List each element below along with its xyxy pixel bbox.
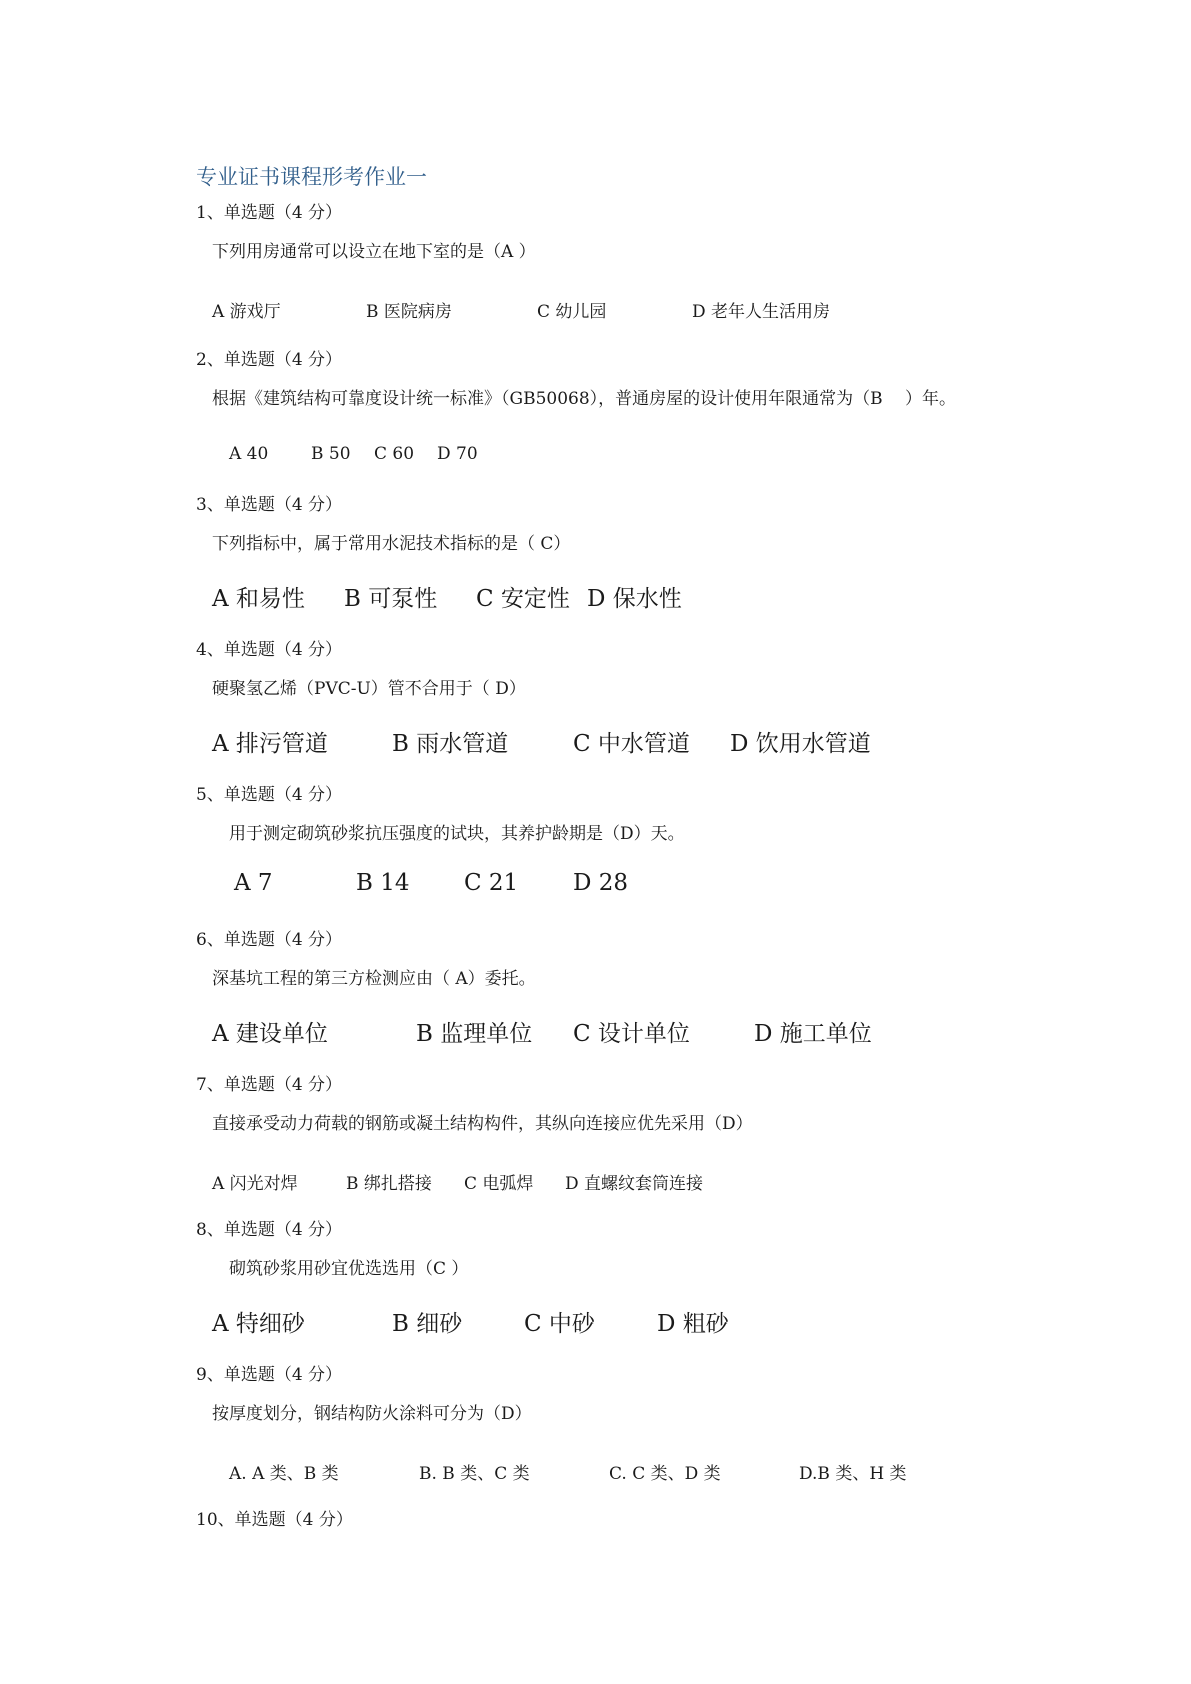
question-8-option-d: D 粗砂 <box>657 1311 729 1337</box>
question-4-heading: 4、单选题（4 分） <box>196 640 343 660</box>
question-7-option-d: D 直螺纹套筒连接 <box>565 1174 704 1194</box>
question-4-option-a: A 排污管道 <box>212 731 328 757</box>
question-9-stem: 按厚度划分，钢结构防火涂料可分为（D） <box>212 1404 532 1424</box>
question-9-option-b: B. B 类、C 类 <box>419 1464 530 1484</box>
question-6-option-d: D 施工单位 <box>754 1021 872 1047</box>
question-5-heading: 5、单选题（4 分） <box>196 785 343 805</box>
question-9-option-c: C. C 类、D 类 <box>609 1464 721 1484</box>
question-4-option-c: C 中水管道 <box>573 731 690 757</box>
question-6-option-b: B 监理单位 <box>416 1021 533 1047</box>
question-1-stem: 下列用房通常可以设立在地下室的是（A ） <box>212 242 536 262</box>
question-3-option-b: B 可泵性 <box>344 586 438 612</box>
question-5-option-b: B 14 <box>356 870 410 896</box>
question-7-heading: 7、单选题（4 分） <box>196 1075 343 1095</box>
question-9-option-a: A. A 类、B 类 <box>229 1464 339 1484</box>
question-5-option-d: D 28 <box>573 870 629 896</box>
question-4-option-d: D 饮用水管道 <box>730 731 871 757</box>
question-9-option-d: D.B 类、H 类 <box>799 1464 907 1484</box>
question-2-option-d: D 70 <box>437 444 478 464</box>
question-7-option-a: A 闪光对焊 <box>212 1174 298 1194</box>
question-2-option-a: A 40 <box>229 444 269 464</box>
question-5-option-c: C 21 <box>464 870 519 896</box>
question-8-option-b: B 细砂 <box>392 1311 463 1337</box>
question-1-option-c: C 幼儿园 <box>537 302 607 322</box>
question-1-option-d: D 老年人生活用房 <box>692 302 831 322</box>
question-3-heading: 3、单选题（4 分） <box>196 495 343 515</box>
question-3-stem: 下列指标中，属于常用水泥技术指标的是（ C） <box>212 534 571 554</box>
question-2-stem: 根据《建筑结构可靠度设计统一标准》（GB50068），普通房屋的设计使用年限通常为（B ）年。 <box>212 389 957 409</box>
question-3-option-d: D 保水性 <box>587 586 682 612</box>
document-title: 专业证书课程形考作业一 <box>196 165 427 189</box>
question-8-heading: 8、单选题（4 分） <box>196 1220 343 1240</box>
question-8-option-c: C 中砂 <box>524 1311 595 1337</box>
question-7-stem: 直接承受动力荷载的钢筋或凝土结构构件，其纵向连接应优先采用（D） <box>212 1114 753 1134</box>
question-3-option-c: C 安定性 <box>476 586 570 612</box>
question-1-heading: 1、单选题（4 分） <box>196 203 343 223</box>
question-6-stem: 深基坑工程的第三方检测应由（ A）委托。 <box>212 969 536 989</box>
question-3-option-a: A 和易性 <box>212 586 305 612</box>
question-7-option-c: C 电弧焊 <box>464 1174 534 1194</box>
question-10-heading: 10、单选题（4 分） <box>196 1510 353 1530</box>
question-1-option-b: B 医院病房 <box>366 302 452 322</box>
question-2-option-c: C 60 <box>374 444 415 464</box>
question-7-option-b: B 绑扎搭接 <box>346 1174 432 1194</box>
question-9-heading: 9、单选题（4 分） <box>196 1365 343 1385</box>
question-4-option-b: B 雨水管道 <box>392 731 509 757</box>
question-2-option-b: B 50 <box>311 444 351 464</box>
question-5-stem: 用于测定砌筑砂浆抗压强度的试块，其养护龄期是（D）天。 <box>229 824 685 844</box>
question-8-option-a: A 特细砂 <box>212 1311 305 1337</box>
question-2-heading: 2、单选题（4 分） <box>196 350 343 370</box>
question-4-stem: 硬聚氢乙烯（PVC-U）管不合用于（ D） <box>212 679 526 699</box>
question-6-option-a: A 建设单位 <box>212 1021 328 1047</box>
question-5-option-a: A 7 <box>234 870 273 896</box>
question-1-option-a: A 游戏厅 <box>212 302 281 322</box>
question-8-stem: 砌筑砂浆用砂宜优选选用（C ） <box>229 1259 469 1279</box>
question-6-option-c: C 设计单位 <box>573 1021 690 1047</box>
question-6-heading: 6、单选题（4 分） <box>196 930 343 950</box>
